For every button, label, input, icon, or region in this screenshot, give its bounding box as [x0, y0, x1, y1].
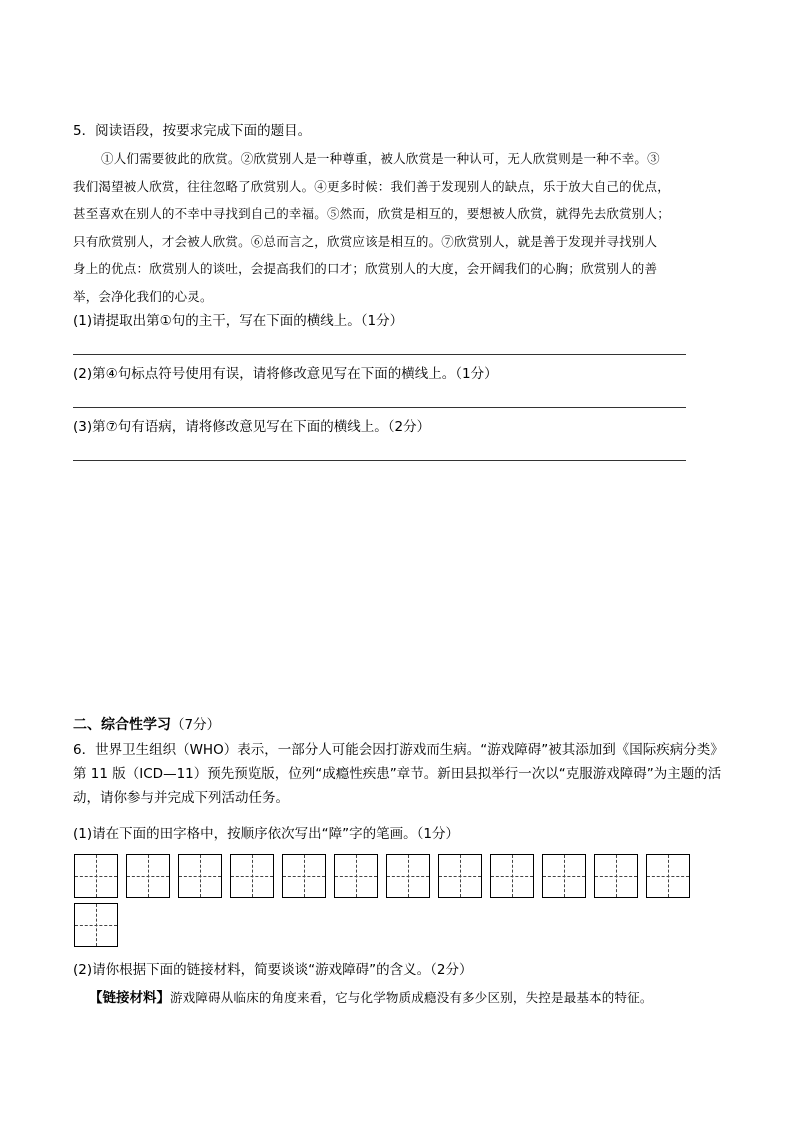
passage-line: 甚至喜欢在别人的不幸中寻找到自己的幸福。⑤然而，欣赏是相互的，要想被人欣赏，就得先去欣赏别人； — [73, 206, 670, 221]
q6-sub1: (1)请在下面的田字格中，按顺序依次写出“障”字的笔画。（1分） — [73, 826, 459, 842]
passage-line: 身上的优点：欣赏别人的谈吐，会提高我们的口才；欣赏别人的大度，会开阔我们的心胸；欣赏别人的善 — [73, 261, 658, 276]
tianzige-box[interactable] — [386, 854, 430, 898]
passage-line: ①人们需要彼此的欣赏。②欣赏别人是一种尊重，被人欣赏是一种认可，无人欣赏则是一种不幸。③ — [101, 151, 660, 166]
grid-guide-vertical — [96, 855, 97, 897]
grid-guide-vertical — [668, 855, 669, 897]
grid-guide-vertical — [512, 855, 513, 897]
q6-intro-line: 动，请你参与并完成下列活动任务。 — [73, 790, 289, 806]
grid-guide-vertical — [252, 855, 253, 897]
q5-sub1: (1)请提取出第①句的主干，写在下面的横线上。（1分） — [73, 313, 404, 329]
grid-guide-vertical — [616, 855, 617, 897]
section2-score: （7分） — [171, 717, 221, 733]
tianzige-box[interactable] — [230, 854, 274, 898]
grid-guide-vertical — [304, 855, 305, 897]
passage-line: 举，会净化我们的心灵。 — [73, 288, 213, 304]
link-material-text: 游戏障碍从临床的角度来看，它与化学物质成瘾没有多少区别，失控是最基本的特征。 — [170, 990, 653, 1005]
q5-title: 5．阅读语段，按要求完成下面的题目。 — [73, 123, 312, 139]
tianzige-box[interactable] — [282, 854, 326, 898]
section2-title: 二、综合性学习 — [73, 717, 171, 733]
grid-guide-vertical — [408, 855, 409, 897]
grid-guide-vertical — [200, 855, 201, 897]
q5-sub3: (3)第⑦句有语病，请将修改意见写在下面的横线上。（2分） — [73, 419, 431, 435]
tianzige-box[interactable] — [334, 854, 378, 898]
q6-intro-line: 6．世界卫生组织（WHO）表示，一部分人可能会因打游戏而生病。“游戏障碍”被其添加到《国际疾病分类》 — [73, 742, 724, 758]
grid-guide-vertical — [564, 855, 565, 897]
q6-intro — [73, 738, 723, 810]
answer-line-3[interactable] — [73, 460, 686, 461]
q5-sub2: (2)第④句标点符号使用有误，请将修改意见写在下面的横线上。（1分） — [73, 366, 498, 382]
grid-guide-vertical — [148, 855, 149, 897]
tianzige-box[interactable] — [542, 854, 586, 898]
tianzige-box[interactable] — [646, 854, 690, 898]
q5-passage — [73, 145, 721, 310]
tianzige-box[interactable] — [438, 854, 482, 898]
q6-sub2: (2)请你根据下面的链接材料，简要谈谈“游戏障碍”的含义。（2分） — [73, 962, 473, 978]
link-material — [89, 989, 653, 1007]
grid-guide-vertical — [356, 855, 357, 897]
tianzige-box[interactable] — [594, 854, 638, 898]
section2-heading — [73, 716, 220, 734]
answer-line-2[interactable] — [73, 407, 686, 408]
tianzige-box[interactable] — [74, 854, 118, 898]
passage-line: 只有欣赏别人，才会被人欣赏。⑥总而言之，欣赏应该是相互的。⑦欣赏别人，就是善于发现并寻找别人 — [73, 233, 658, 249]
grid-guide-vertical — [460, 855, 461, 897]
q6-intro-line: 第 11 版（ICD—11）预先预览版，位列“成瘾性疾患”章节。新田县拟举行一次以“克服游戏障碍”为主题的活 — [73, 766, 722, 782]
tianzige-box[interactable] — [490, 854, 534, 898]
grid-guide-vertical — [96, 904, 97, 946]
link-material-label: 【链接材料】 — [89, 990, 170, 1006]
answer-line-1[interactable] — [73, 354, 686, 355]
passage-line: 我们渴望被人欣赏，往往忽略了欣赏别人。④更多时候：我们善于发现别人的缺点，乐于放大自己的优点， — [73, 178, 670, 194]
tianzige-box[interactable] — [74, 903, 118, 947]
tianzige-box[interactable] — [126, 854, 170, 898]
tianzige-box[interactable] — [178, 854, 222, 898]
